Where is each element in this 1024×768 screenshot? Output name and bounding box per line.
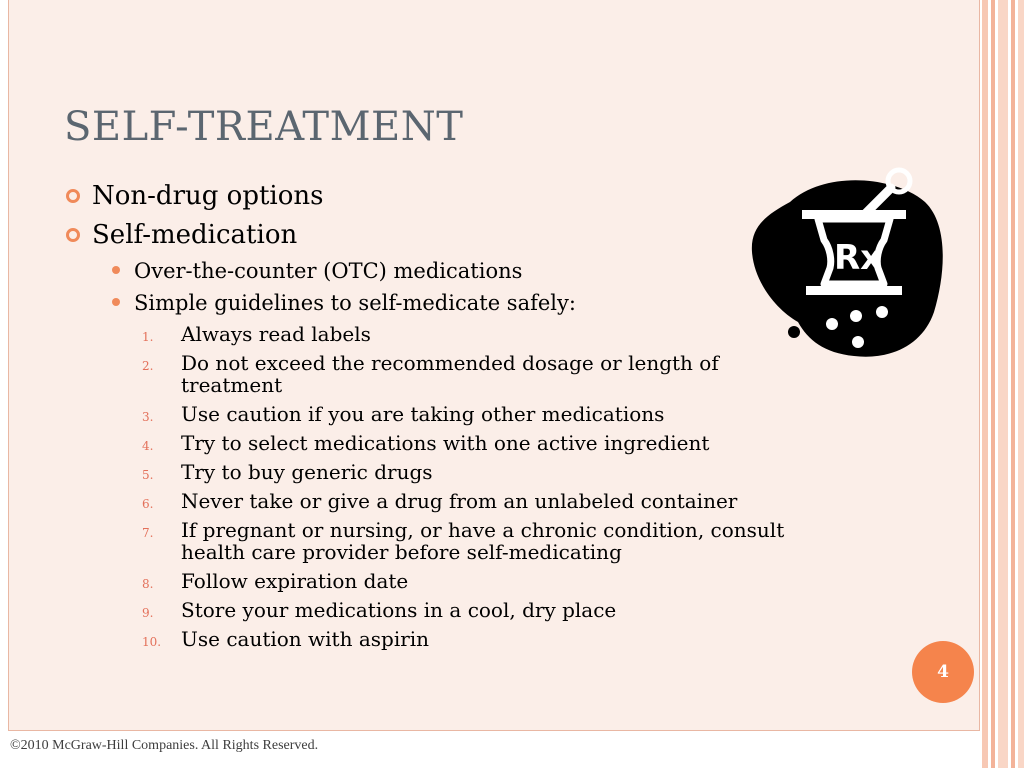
list-number: 6. [142, 497, 154, 511]
list-number: 7. [142, 526, 154, 540]
decorative-stripe [1011, 0, 1015, 768]
sub-bullet-item [66, 256, 866, 288]
rx-symbol: Rx [834, 238, 883, 278]
sub-bullet-text: Simple guidelines to self-medicate safely: [134, 291, 576, 315]
decorative-stripe [982, 0, 988, 768]
bullet-text: Non-drug options [92, 181, 324, 211]
list-item [66, 628, 901, 650]
page-number-badge: 4 [912, 641, 974, 703]
copyright-footer: ©2010 McGraw-Hill Companies. All Rights Reserved. [10, 738, 319, 753]
list-text: Follow expiration date [181, 569, 409, 593]
bullet-text: Self-medication [92, 220, 298, 250]
decorative-stripe [1018, 0, 1024, 768]
list-text: Always read labels [181, 322, 371, 346]
list-number: 9. [142, 606, 154, 620]
dot-bullet-icon [112, 298, 120, 306]
guideline-list [66, 323, 866, 650]
list-number: 10. [142, 635, 162, 649]
bullet-item [66, 178, 866, 217]
slide-content [66, 178, 866, 657]
list-item [66, 323, 741, 345]
decorative-stripe [991, 0, 995, 768]
list-item [66, 403, 901, 425]
bullet-item [66, 217, 866, 256]
decorative-stripe [998, 0, 1008, 768]
list-text: Do not exceed the recommended dosage or length of treatment [181, 351, 719, 397]
dot-bullet-icon [112, 266, 120, 274]
sub-bullet-text: Over-the-counter (OTC) medications [134, 259, 523, 283]
list-text: Use caution with aspirin [181, 627, 430, 651]
list-item [66, 432, 901, 454]
list-number: 3. [142, 410, 154, 424]
list-item [66, 599, 901, 621]
ring-bullet-icon [66, 228, 80, 242]
list-item [66, 352, 761, 396]
mortar-pestle-rx-icon [750, 162, 946, 360]
list-text: Try to buy generic drugs [181, 460, 433, 484]
list-text: Never take or give a drug from an unlabeled container [181, 489, 738, 513]
list-number: 1. [142, 330, 154, 344]
sub-bullet-item [66, 288, 866, 320]
list-item [66, 461, 901, 483]
list-item [66, 519, 841, 563]
list-number: 2. [142, 359, 154, 373]
list-item [66, 570, 901, 592]
list-number: 4. [142, 439, 154, 453]
list-text: Store your medications in a cool, dry place [181, 598, 617, 622]
list-number: 8. [142, 577, 154, 591]
list-text: If pregnant or nursing, or have a chronic condition, consult health care provider before self-medicating [181, 518, 785, 564]
slide-title: SELF-TREATMENT [64, 104, 464, 150]
list-number: 5. [142, 468, 154, 482]
list-text: Try to select medications with one active ingredient [181, 431, 710, 455]
list-text: Use caution if you are taking other medications [181, 402, 665, 426]
list-item [66, 490, 901, 512]
ring-bullet-icon [66, 189, 80, 203]
